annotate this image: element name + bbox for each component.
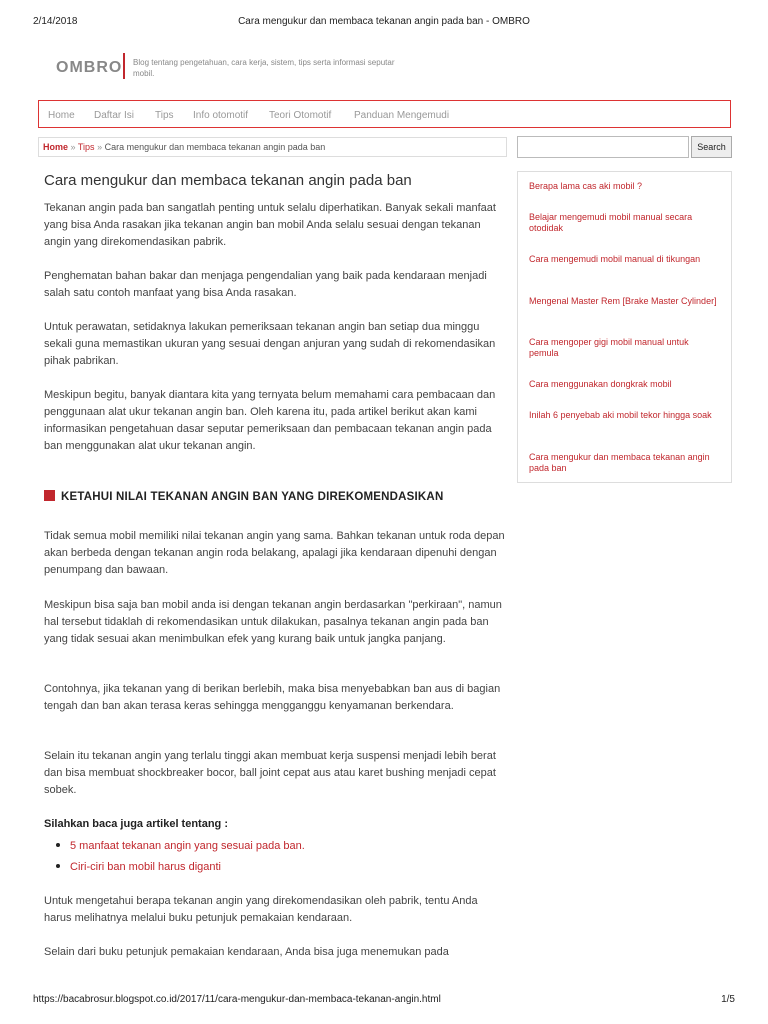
nav-item-daftar-isi[interactable]: Daftar Isi [94, 110, 135, 121]
logo-divider [123, 53, 125, 79]
article-paragraph: Meskipun begitu, banyak diantara kita yang ternyata belum memahami cara pembacaan dan penggunaan alat ukur tekanan angin ban. Oleh karena itu, pada artikel berikut akan kami informasikan pengetahuan dasar seputar pemeriksaan dan pembacaan tekanan angin pada ban menggunakan alat ukur tekanan angin. [44, 389, 496, 452]
section-heading [44, 490, 443, 503]
article-paragraph: Selain itu tekanan angin yang terlalu tinggi akan membuat kerja suspensi menjadi lebih berat dan bisa membuat shockbreaker bocor, ball joint cepat aus atau karet bushing menjadi cepat sobek. [44, 750, 496, 796]
nav-item-home[interactable]: Home [48, 110, 75, 121]
article-paragraph: Tekanan angin pada ban sangatlah penting untuk selalu diperhatikan. Banyak sekali manfaat yang bisa Anda rasakan jika tekanan angin ban mobil Anda selalu sesuai dengan tekanan angin yang direkomendasikan pabrik. [44, 202, 496, 248]
article-title: Cara mengukur dan membaca tekanan angin pada ban [44, 172, 412, 189]
article-paragraph: Penghematan bahan bakar dan menjaga pengendalian yang baik pada kendaraan menjadi salah satu contoh manfaat yang bisa Anda rasakan. [44, 270, 487, 299]
section-heading-text: KETAHUI NILAI TEKANAN ANGIN BAN YANG DIREKOMENDASIKAN [61, 491, 444, 503]
nav-item-info-otomotif[interactable]: Info otomotif [193, 110, 249, 121]
nav-item-tips[interactable]: Tips [155, 110, 174, 121]
search-input[interactable] [517, 136, 689, 158]
site-tagline: Blog tentang pengetahuan, cara kerja, sistem, tips serta informasi seputar mobil. [133, 58, 395, 78]
breadcrumb [38, 137, 507, 157]
sidebar-post-link[interactable]: Berapa lama cas aki mobil ? [529, 181, 643, 191]
related-article-link[interactable] [56, 857, 305, 878]
sidebar-post-link[interactable]: Cara mengukur dan membaca tekanan angin pada ban [529, 452, 710, 473]
related-articles-list [56, 836, 305, 878]
related-article-link[interactable] [56, 836, 305, 857]
print-date: 2/14/2018 [33, 16, 78, 27]
breadcrumb-current: Cara mengukur dan membaca tekanan angin pada ban [104, 142, 326, 152]
sidebar-post-link[interactable]: Inilah 6 penyebab aki mobil tekor hingga soak [529, 410, 712, 420]
sidebar-post-link[interactable]: Belajar mengemudi mobil manual secara otodidak [529, 212, 693, 233]
article-paragraph: Selain dari buku petunjuk pemakaian kendaraan, Anda bisa juga menemukan pada [44, 946, 449, 958]
print-url: https://bacabrosur.blogspot.co.id/2017/11/cara-mengukur-dan-membaca-tekanan-angin.html [33, 994, 441, 1005]
bullet-icon [56, 864, 60, 868]
related-articles-title: Silahkan baca juga artikel tentang : [44, 818, 228, 830]
nav-item-teori-otomotif[interactable]: Teori Otomotif [269, 110, 332, 121]
related-article-label: Ciri-ciri ban mobil harus diganti [70, 861, 222, 873]
breadcrumb-separator: » [70, 142, 76, 152]
sidebar-post-link[interactable]: Cara mengoper gigi mobil manual untuk pemula [529, 337, 689, 358]
print-page-number: 1/5 [721, 994, 735, 1005]
article-paragraph: Meskipun bisa saja ban mobil anda isi dengan tekanan angin berdasarkan "perkiraan", namun hal tersebut tidaklah di rekomendasikan untuk dilakukan, pasalnya tekanan angin pada ban yang tidak sesuai akan menimbulkan efek yang kurang baik untuk jangka panjang. [44, 599, 502, 645]
article-paragraph: Untuk perawatan, setidaknya lakukan pemeriksaan tekanan angin ban setiap dua minggu sekali guna memastikan ukuran yang sesuai dengan anjuran yang sudah di rekomendasikan pihak pabrikan. [44, 321, 496, 367]
breadcrumb-tips[interactable]: Tips [77, 142, 95, 152]
breadcrumb-separator: » [97, 142, 103, 152]
article-paragraph: Contohnya, jika tekanan yang di berikan berlebih, maka bisa menyebabkan ban aus di bagian tengah dan ban akan terasa keras sehingga mengganggu kenyamanan berkendara. [44, 683, 501, 712]
site-logo[interactable]: OMBRO [56, 59, 123, 76]
square-bullet-icon [44, 490, 55, 501]
print-title: Cara mengukur dan membaca tekanan angin pada ban - OMBRO [238, 16, 530, 27]
sidebar-post-link[interactable]: Mengenal Master Rem [Brake Master Cylinder] [529, 296, 717, 306]
sidebar-recent-posts [517, 171, 732, 483]
related-article-label: 5 manfaat tekanan angin yang sesuai pada ban. [70, 840, 305, 852]
main-nav [38, 100, 731, 128]
search-button[interactable]: Search [691, 136, 732, 158]
article-body [44, 172, 506, 455]
bullet-icon [56, 843, 60, 847]
article-paragraph: Untuk mengetahui berapa tekanan angin yang direkomendasikan oleh pabrik, tentu Anda harus melihatnya melalui buku petunjuk pemakaian kendaraan. [44, 895, 478, 924]
article-paragraph: Tidak semua mobil memiliki nilai tekanan angin yang sama. Bahkan tekanan untuk roda depan akan berbeda dengan tekanan angin roda belakang, apalagi jika kendaraan dipenuhi dengan penumpang dan bawaan. [44, 530, 505, 576]
sidebar-post-link[interactable]: Cara mengemudi mobil manual di tikungan [529, 254, 701, 264]
breadcrumb-home[interactable]: Home [43, 142, 69, 152]
sidebar-post-link[interactable]: Cara menggunakan dongkrak mobil [529, 379, 672, 389]
nav-item-panduan-mengemudi[interactable]: Panduan Mengemudi [354, 110, 450, 121]
